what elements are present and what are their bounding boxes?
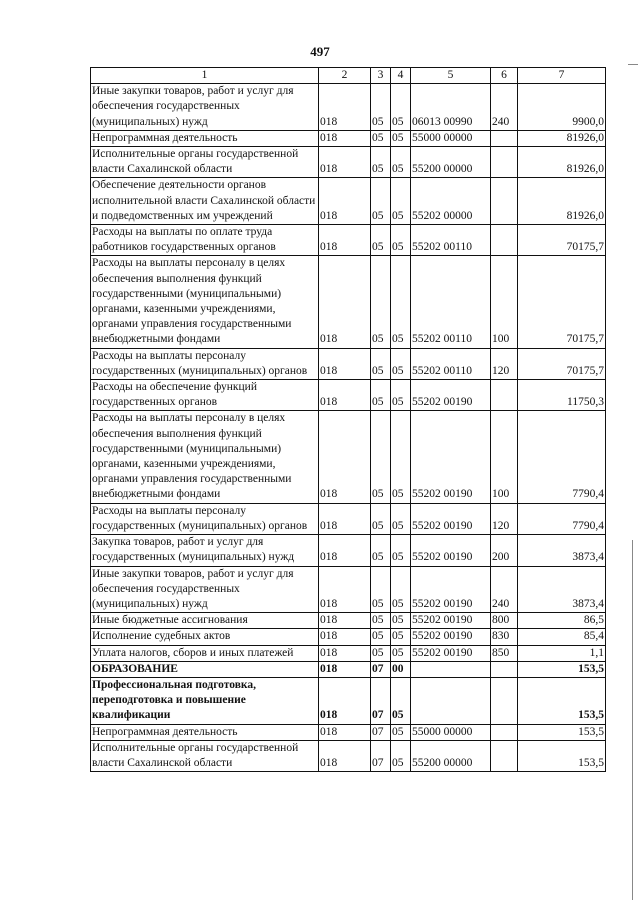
cell-section-code: 07 [371, 740, 391, 771]
cell-ved-code: 018 [319, 380, 371, 411]
cell-amount: 70175,7 [518, 225, 606, 256]
cell-name: Расходы на выплаты персоналу государственных (муниципальных) органов [91, 348, 319, 379]
cell-target-article [411, 677, 491, 724]
cell-name: Расходы на выплаты по оплате труда работников государственных органов [91, 225, 319, 256]
cell-amount: 9900,0 [518, 84, 606, 131]
table-row [91, 411, 606, 503]
cell-name: Расходы на выплаты персоналу в целях обеспечения выполнения функций государственными (муниципальными) органами, казенными учреждениями, органами управления государственными внебюджетными фондами [91, 256, 319, 348]
cell-section-code: 05 [371, 629, 391, 645]
cell-target-article: 55200 00000 [411, 740, 491, 771]
cell-subsection-code: 05 [391, 740, 411, 771]
cell-section-code: 05 [371, 613, 391, 629]
cell-ved-code: 018 [319, 84, 371, 131]
cell-amount: 1,1 [518, 645, 606, 661]
cell-subsection-code: 05 [391, 645, 411, 661]
cell-expense-type: 240 [491, 566, 518, 613]
cell-expense-type [491, 677, 518, 724]
cell-ved-code: 018 [319, 677, 371, 724]
cell-section-code: 07 [371, 724, 391, 740]
cell-subsection-code: 05 [391, 225, 411, 256]
cell-amount: 81926,0 [518, 147, 606, 178]
table-row [91, 130, 606, 146]
cell-section-code: 05 [371, 503, 391, 534]
cell-subsection-code: 05 [391, 147, 411, 178]
cell-target-article [411, 661, 491, 677]
cell-subsection-code: 05 [391, 411, 411, 503]
cell-expense-type: 850 [491, 645, 518, 661]
table-row [91, 535, 606, 566]
cell-subsection-code: 05 [391, 348, 411, 379]
cell-expense-type [491, 380, 518, 411]
cell-name: Иные закупки товаров, работ и услуг для обеспечения государственных (муниципальных) нужд [91, 566, 319, 613]
table-row [91, 256, 606, 348]
cell-amount: 3873,4 [518, 535, 606, 566]
cell-expense-type [491, 225, 518, 256]
cell-section-code: 05 [371, 256, 391, 348]
cell-subsection-code: 05 [391, 566, 411, 613]
table-row [91, 613, 606, 629]
cell-ved-code: 018 [319, 225, 371, 256]
cell-subsection-code: 05 [391, 677, 411, 724]
cell-amount: 153,5 [518, 677, 606, 724]
cell-subsection-code: 05 [391, 629, 411, 645]
cell-expense-type [491, 724, 518, 740]
cell-name: Исполнительные органы государственной власти Сахалинской области [91, 740, 319, 771]
header-col-2: 2 [319, 68, 371, 84]
cell-section-code: 05 [371, 535, 391, 566]
table-row [91, 677, 606, 724]
cell-target-article: 55202 00190 [411, 613, 491, 629]
cell-ved-code: 018 [319, 661, 371, 677]
table-row [91, 147, 606, 178]
header-col-5: 5 [411, 68, 491, 84]
cell-target-article: 55202 00110 [411, 256, 491, 348]
cell-ved-code: 018 [319, 411, 371, 503]
cell-expense-type: 100 [491, 256, 518, 348]
cell-name: Непрограммная деятельность [91, 724, 319, 740]
cell-target-article: 55200 00000 [411, 147, 491, 178]
header-col-3: 3 [371, 68, 391, 84]
table-row [91, 740, 606, 771]
table-row [91, 380, 606, 411]
cell-amount: 3873,4 [518, 566, 606, 613]
page-number: 497 [310, 44, 330, 59]
cell-ved-code: 018 [319, 535, 371, 566]
cell-section-code: 05 [371, 130, 391, 146]
cell-ved-code: 018 [319, 178, 371, 225]
cell-target-article: 55202 00190 [411, 645, 491, 661]
cell-section-code: 05 [371, 84, 391, 131]
cell-section-code: 05 [371, 566, 391, 613]
table-row [91, 724, 606, 740]
cell-expense-type: 120 [491, 503, 518, 534]
cell-subsection-code: 05 [391, 724, 411, 740]
cell-ved-code: 018 [319, 724, 371, 740]
cell-expense-type: 200 [491, 535, 518, 566]
table-row [91, 661, 606, 677]
cell-expense-type [491, 661, 518, 677]
cell-ved-code: 018 [319, 130, 371, 146]
cell-name: Исполнение судебных актов [91, 629, 319, 645]
table-body [91, 84, 606, 772]
cell-target-article: 55202 00000 [411, 178, 491, 225]
header-col-7: 7 [518, 68, 606, 84]
cell-subsection-code: 05 [391, 503, 411, 534]
cell-subsection-code: 05 [391, 535, 411, 566]
cell-name: Обеспечение деятельности органов исполнительной власти Сахалинской области и подведомственных им учреждений [91, 178, 319, 225]
cell-section-code: 05 [371, 411, 391, 503]
cell-amount: 153,5 [518, 740, 606, 771]
cell-expense-type: 100 [491, 411, 518, 503]
table-row [91, 178, 606, 225]
cell-amount: 85,4 [518, 629, 606, 645]
cell-amount: 70175,7 [518, 256, 606, 348]
cell-name: Расходы на выплаты персоналу государственных (муниципальных) органов [91, 503, 319, 534]
cell-amount: 86,5 [518, 613, 606, 629]
cell-expense-type [491, 740, 518, 771]
cell-amount: 11750,3 [518, 380, 606, 411]
table-row [91, 225, 606, 256]
cell-name: Иные закупки товаров, работ и услуг для обеспечения государственных (муниципальных) нужд [91, 84, 319, 131]
cell-ved-code: 018 [319, 503, 371, 534]
table-row [91, 503, 606, 534]
cell-section-code: 05 [371, 147, 391, 178]
table-row [91, 645, 606, 661]
cell-target-article: 55202 00190 [411, 380, 491, 411]
cell-target-article: 55202 00110 [411, 348, 491, 379]
cell-section-code: 07 [371, 661, 391, 677]
cell-ved-code: 018 [319, 613, 371, 629]
header-col-1: 1 [91, 68, 319, 84]
table-row [91, 629, 606, 645]
cell-section-code: 05 [371, 225, 391, 256]
cell-ved-code: 018 [319, 629, 371, 645]
cell-expense-type: 240 [491, 84, 518, 131]
scan-edge-mark [628, 64, 638, 65]
cell-expense-type: 800 [491, 613, 518, 629]
cell-subsection-code: 05 [391, 613, 411, 629]
cell-name: ОБРАЗОВАНИЕ [91, 661, 319, 677]
header-col-6: 6 [491, 68, 518, 84]
cell-target-article: 55000 00000 [411, 724, 491, 740]
budget-table [90, 67, 606, 772]
cell-amount: 7790,4 [518, 503, 606, 534]
cell-name: Уплата налогов, сборов и иных платежей [91, 645, 319, 661]
cell-ved-code: 018 [319, 645, 371, 661]
cell-name: Профессиональная подготовка, переподготовка и повышение квалификации [91, 677, 319, 724]
cell-section-code: 05 [371, 348, 391, 379]
cell-target-article: 55202 00190 [411, 629, 491, 645]
cell-amount: 81926,0 [518, 130, 606, 146]
cell-expense-type [491, 147, 518, 178]
table-row [91, 84, 606, 131]
cell-expense-type [491, 130, 518, 146]
header-col-4: 4 [391, 68, 411, 84]
cell-ved-code: 018 [319, 147, 371, 178]
cell-subsection-code: 05 [391, 84, 411, 131]
cell-amount: 7790,4 [518, 411, 606, 503]
cell-name: Расходы на обеспечение функций государственных органов [91, 380, 319, 411]
scan-edge-mark [632, 540, 633, 900]
cell-name: Исполнительные органы государственной власти Сахалинской области [91, 147, 319, 178]
cell-ved-code: 018 [319, 740, 371, 771]
cell-section-code: 05 [371, 645, 391, 661]
cell-target-article: 55202 00190 [411, 566, 491, 613]
cell-amount: 153,5 [518, 661, 606, 677]
cell-amount: 153,5 [518, 724, 606, 740]
cell-name: Иные бюджетные ассигнования [91, 613, 319, 629]
cell-amount: 81926,0 [518, 178, 606, 225]
cell-subsection-code: 00 [391, 661, 411, 677]
cell-target-article: 55202 00190 [411, 535, 491, 566]
cell-expense-type: 830 [491, 629, 518, 645]
cell-section-code: 05 [371, 380, 391, 411]
table-header-row [91, 68, 606, 84]
cell-expense-type [491, 178, 518, 225]
cell-target-article: 06013 00990 [411, 84, 491, 131]
cell-subsection-code: 05 [391, 256, 411, 348]
cell-target-article: 55000 00000 [411, 130, 491, 146]
cell-target-article: 55202 00190 [411, 411, 491, 503]
cell-name: Расходы на выплаты персоналу в целях обеспечения выполнения функций государственными (муниципальными) органами, казенными учреждениями, органами управления государственными внебюджетными фондами [91, 411, 319, 503]
cell-name: Непрограммная деятельность [91, 130, 319, 146]
cell-section-code: 07 [371, 677, 391, 724]
table-row [91, 348, 606, 379]
cell-target-article: 55202 00190 [411, 503, 491, 534]
cell-ved-code: 018 [319, 256, 371, 348]
cell-subsection-code: 05 [391, 380, 411, 411]
cell-target-article: 55202 00110 [411, 225, 491, 256]
cell-ved-code: 018 [319, 348, 371, 379]
cell-subsection-code: 05 [391, 178, 411, 225]
cell-name: Закупка товаров, работ и услуг для государственных (муниципальных) нужд [91, 535, 319, 566]
cell-ved-code: 018 [319, 566, 371, 613]
cell-expense-type: 120 [491, 348, 518, 379]
cell-section-code: 05 [371, 178, 391, 225]
cell-subsection-code: 05 [391, 130, 411, 146]
cell-amount: 70175,7 [518, 348, 606, 379]
table-row [91, 566, 606, 613]
